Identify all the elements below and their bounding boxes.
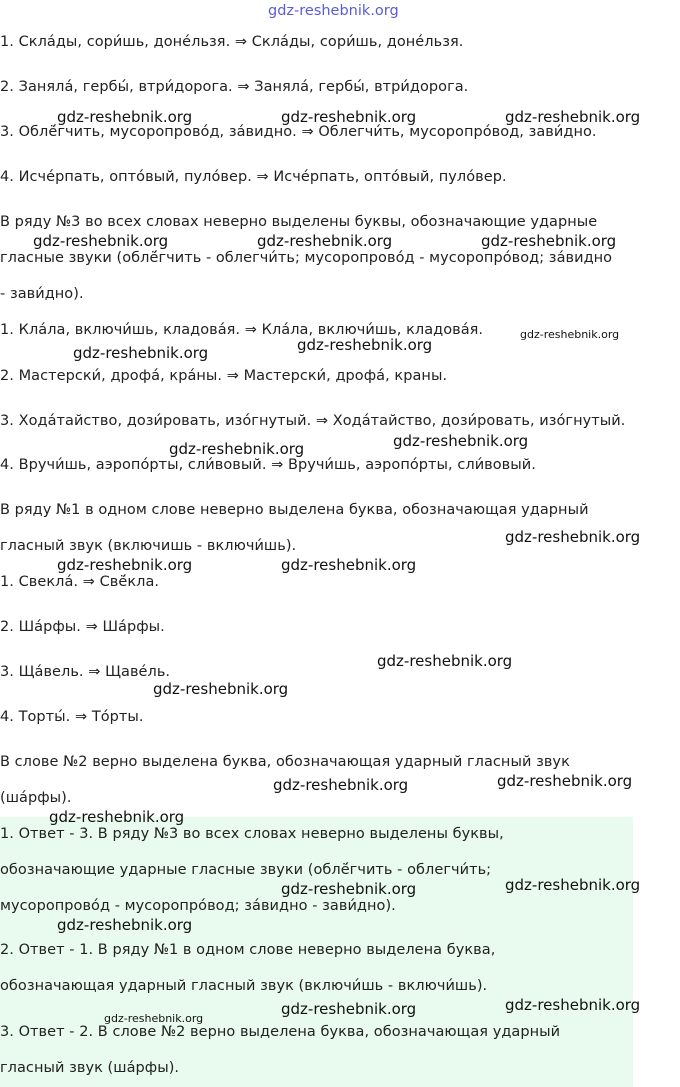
task3-row-3: 3. Ща́вель. ⇒ Щаве́ль. [0, 664, 171, 680]
task1-row-4: 4. Исче́рпать, опто́вый, пуло́вер. ⇒ Исче́рпать, опто́вый, пуло́вер. [0, 169, 507, 185]
watermark: gdz-reshebnik.org [33, 232, 169, 250]
watermark: gdz-reshebnik.org [505, 996, 641, 1014]
task1-row-2: 2. Заняла́, гербы́, втри́дорога. ⇒ Заняла́, гербы́, втри́дорога. [0, 79, 469, 95]
task3-conclusion-line-1: В слове №2 верно выделена буква, обозначающая ударный гласный звук [0, 754, 570, 770]
watermark: gdz-reshebnik.org [281, 880, 417, 898]
watermark: gdz-reshebnik.org [73, 344, 209, 362]
task1-row-1: 1. Скла́ды, сори́шь, доне́льзя. ⇒ Скла́ды, сори́шь, доне́льзя. [0, 34, 464, 50]
task3-row-4: 4. Торты́. ⇒ То́рты. [0, 709, 144, 725]
watermark: gdz-reshebnik.org [57, 556, 193, 574]
watermark: gdz-reshebnik.org [281, 556, 417, 574]
answer-2-line-2: обозначающая ударный гласный звук (включи́шь - включи́шь). [0, 978, 488, 994]
answer-3-line-1: 3. Ответ - 2. В слове №2 верно выделена буква, обозначающая ударный [0, 1024, 561, 1040]
watermark: gdz-reshebnik.org [169, 440, 305, 458]
watermark: gdz-reshebnik.org [273, 776, 409, 794]
watermark: gdz-reshebnik.org [281, 108, 417, 126]
watermark: gdz-reshebnik.org [520, 328, 620, 341]
answer-2-line-1: 2. Ответ - 1. В ряду №1 в одном слове неверно выделена буква, [0, 942, 496, 958]
watermark: gdz-reshebnik.org [505, 108, 641, 126]
answer-1-line-1: 1. Ответ - 3. В ряду №3 во всех словах неверно выделены буквы, [0, 826, 504, 842]
task3-row-2: 2. Ша́рфы. ⇒ Ша́рфы. [0, 619, 165, 635]
task2-conclusion-line-2: гласный звук (включишь - включи́шь). [0, 538, 297, 554]
answer-3-line-2: гласный звук (ша́рфы). [0, 1060, 180, 1076]
watermark: gdz-reshebnik.org [257, 232, 393, 250]
task1-conclusion-line-1: В ряду №3 во всех словах неверно выделены буквы, обозначающие ударные [0, 214, 598, 230]
task2-conclusion-line-1: В ряду №1 в одном слове неверно выделена буква, обозначающая ударный [0, 502, 589, 518]
site-watermark-top: gdz-reshebnik.org [268, 3, 399, 19]
watermark: gdz-reshebnik.org [481, 232, 617, 250]
watermark: gdz-reshebnik.org [393, 432, 529, 450]
watermark: gdz-reshebnik.org [153, 680, 289, 698]
task1-conclusion-line-2: гласные звуки (облё́гчить - облегчи́ть; мусоропрово́д - мусоропро́вод; за́видно [0, 250, 613, 266]
task1-conclusion-line-3: - зави́дно). [0, 286, 84, 302]
watermark: gdz-reshebnik.org [49, 808, 185, 826]
task3-row-1: 1. Свекла́. ⇒ Свё́кла. [0, 574, 160, 590]
task2-row-4: 4. Вручи́шь, аэропо́рты, сли́вовый. ⇒ Вручи́шь, аэропо́рты, сли́вовый. [0, 457, 536, 473]
watermark: gdz-reshebnik.org [497, 772, 633, 790]
answer-1-line-3: мусоропрово́д - мусоропро́вод; за́видно - зави́дно). [0, 898, 396, 914]
watermark: gdz-reshebnik.org [104, 1012, 204, 1025]
watermark: gdz-reshebnik.org [505, 528, 641, 546]
task2-row-2: 2. Мастерски́, дрофа́, кра́ны. ⇒ Мастерски́, дрофа́, краны. [0, 368, 448, 384]
watermark: gdz-reshebnik.org [57, 108, 193, 126]
watermark: gdz-reshebnik.org [505, 876, 641, 894]
answer-1-line-2: обозначающие ударные гласные звуки (облё́гчить - облегчи́ть; [0, 862, 492, 878]
task2-row-1: 1. Кла́ла, включи́шь, кладова́я. ⇒ Кла́ла, включи́шь, кладова́я. [0, 322, 484, 338]
task2-row-3: 3. Хода́тайство, дози́ровать, изо́гнутый. ⇒ Хода́тайство, дози́ровать, изо́гнутый. [0, 413, 626, 429]
task3-conclusion-line-2: (ша́рфы). [0, 790, 72, 806]
watermark: gdz-reshebnik.org [57, 916, 193, 934]
watermark: gdz-reshebnik.org [281, 1000, 417, 1018]
watermark: gdz-reshebnik.org [377, 652, 513, 670]
task1-row-3: 3. Облё́гчить, мусоропрово́д, за́видно. ⇒ Облегчи́ть, мусоропро́вод, зави́дно. [0, 124, 597, 140]
watermark: gdz-reshebnik.org [297, 336, 433, 354]
